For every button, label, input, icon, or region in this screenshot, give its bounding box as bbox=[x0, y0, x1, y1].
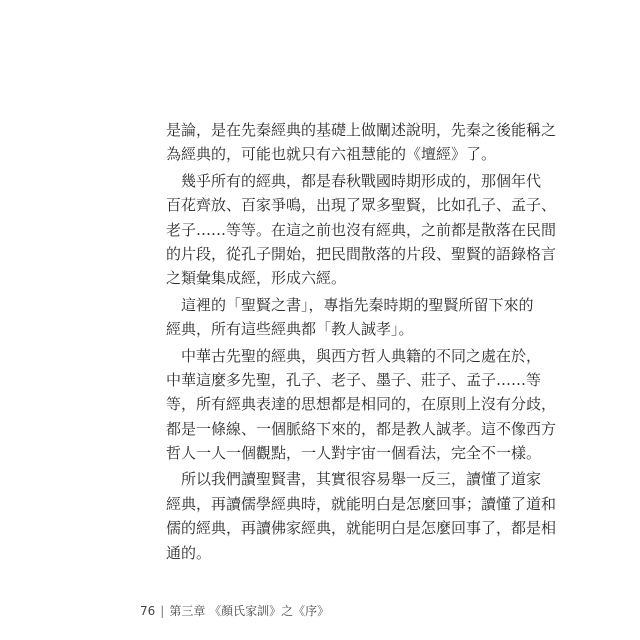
text-line: 為經典的，可能也就只有六祖慧能的《壇經》了。 bbox=[166, 145, 497, 164]
text-line: 中華這麼多先聖，孔子、老子、墨子、莊子、孟子……等 bbox=[166, 370, 542, 389]
text-line: 之類彙集成經，形成六經。 bbox=[166, 269, 347, 288]
text-line: 儒的經典，再讀佛家經典，就能明白是怎麼回事了，都是相 bbox=[166, 519, 557, 538]
text-line: 老子……等等。在這之前也沒有經典，之前都是散落在民間 bbox=[166, 220, 557, 239]
text-line: 哲人一人一個觀點，一人對宇宙一個看法，完全不一樣。 bbox=[166, 444, 542, 463]
chapter-title: 第三章 《顏氏家訓》之《序》 bbox=[169, 604, 330, 618]
paragraph bbox=[166, 169, 557, 291]
body-text bbox=[166, 118, 557, 565]
paragraph bbox=[166, 344, 557, 466]
paragraph bbox=[166, 118, 557, 167]
footer-separator: | bbox=[160, 604, 165, 618]
text-line: 都是一條線、一個脈絡下來的，都是教人誠孝。這不像西方 bbox=[166, 419, 557, 438]
text-line: 中華古先聖的經典，與西方哲人典籍的不同之處在於， bbox=[166, 346, 542, 365]
text-line: 幾乎所有的經典，都是春秋戰國時期形成的，那個年代 bbox=[166, 171, 542, 190]
text-line: 經典，所有這些經典都「教人誠孝」。 bbox=[166, 320, 414, 339]
text-line: 通的。 bbox=[166, 543, 212, 562]
paragraph bbox=[166, 467, 557, 565]
page-number: 76 bbox=[140, 604, 156, 618]
text-line: 所以我們讀聖賢書，其實很容易舉一反三，讀懂了道家 bbox=[166, 470, 542, 489]
page-footer bbox=[140, 602, 329, 619]
text-line: 百花齊放、百家爭鳴，出現了眾多聖賢，比如孔子、孟子、 bbox=[166, 196, 557, 215]
text-line: 是論，是在先秦經典的基礎上做闡述說明，先秦之後能稱之 bbox=[166, 121, 557, 139]
text-line: 這裡的「聖賢之書」，專指先秦時期的聖賢所留下來的 bbox=[166, 295, 534, 314]
text-line: 經典，再讀儒學經典時，就能明白是怎麼回事；讀懂了道和 bbox=[166, 494, 557, 513]
text-line: 的片段，從孔子開始，把民間散落的片段、聖賢的語錄格言 bbox=[166, 244, 557, 263]
paragraph bbox=[166, 293, 534, 342]
text-line: 等，所有經典表達的思想都是相同的，在原則上沒有分歧， bbox=[166, 395, 557, 414]
